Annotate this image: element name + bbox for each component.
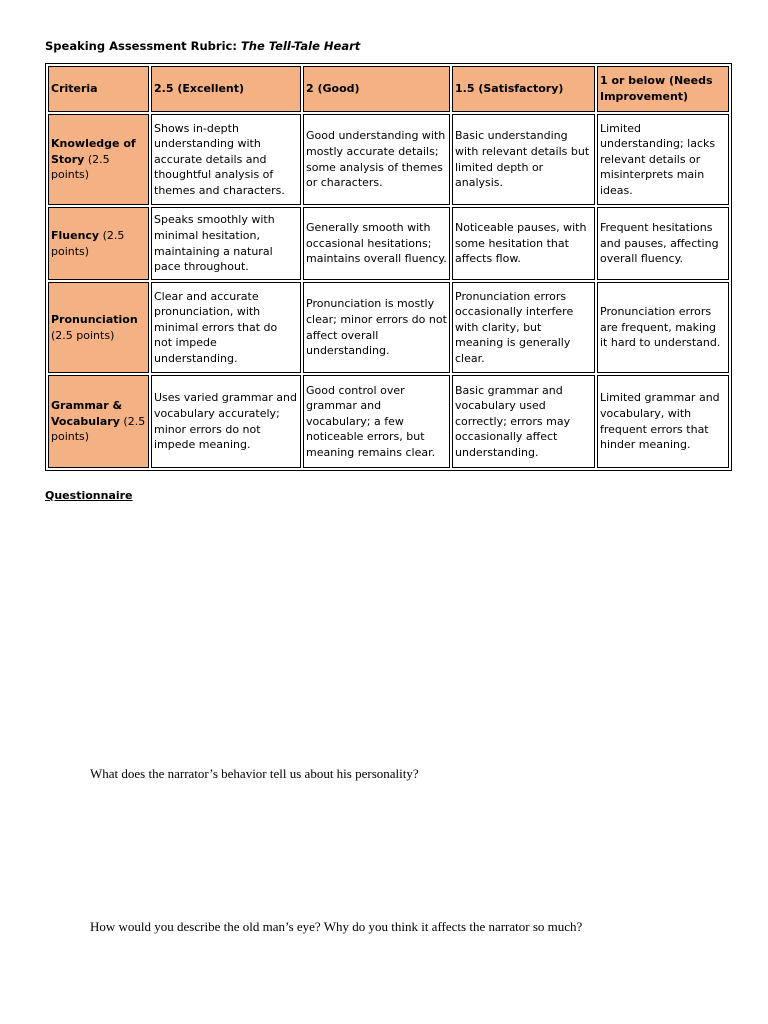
- criterion-name: Grammar & Vocabulary: [51, 399, 123, 428]
- question-2: How would you describe the old man’s eye? Why do you think it affects the narrator so much?: [90, 919, 583, 934]
- rubric-cell: Noticeable pauses, with some hesitation that affects flow.: [452, 207, 595, 280]
- rubric-cell: Limited understanding; lacks relevant details or misinterprets main ideas.: [597, 114, 729, 205]
- rubric-cell: Good understanding with mostly accurate details; some analysis of themes or characters.: [303, 114, 450, 205]
- rubric-cell: Pronunciation is mostly clear; minor errors do not affect overall understanding.: [303, 282, 450, 373]
- rubric-header-row: [48, 66, 729, 112]
- header-excellent: 2.5 (Excellent): [151, 66, 301, 112]
- rubric-row-fluency: [48, 207, 729, 280]
- rubric-cell: Generally smooth with occasional hesitations; maintains overall fluency.: [303, 207, 450, 280]
- criterion-name: Pronunciation: [51, 312, 138, 326]
- header-satisfactory: 1.5 (Satisfactory): [452, 66, 595, 112]
- header-good: 2 (Good): [303, 66, 450, 112]
- rubric-cell: Good control over grammar and vocabulary; a few noticeable errors, but meaning remains clear.: [303, 375, 450, 468]
- rubric-cell: Frequent hesitations and pauses, affecting overall fluency.: [597, 207, 729, 280]
- header-needs-improvement: 1 or below (Needs Improvement): [597, 66, 729, 112]
- rubric-row-grammar: [48, 375, 729, 468]
- rubric-cell: Clear and accurate pronunciation, with minimal errors that do not impede understanding.: [151, 282, 301, 373]
- criterion-grammar: [48, 375, 149, 468]
- rubric-row-pronunciation: [48, 282, 729, 373]
- rubric-cell: Uses varied grammar and vocabulary accurately; minor errors do not impede meaning.: [151, 375, 301, 468]
- criterion-points: (2.5 points): [51, 414, 146, 444]
- rubric-cell: Basic understanding with relevant details but limited depth or analysis.: [452, 114, 595, 205]
- criterion-points: (2.5 points): [51, 228, 125, 258]
- rubric-cell: Basic grammar and vocabulary used correctly; errors may occasionally affect understanding.: [452, 375, 595, 468]
- criterion-name: Fluency: [51, 228, 100, 242]
- criterion-points: (2.5 points): [51, 152, 110, 182]
- rubric-cell: Speaks smoothly with minimal hesitation, maintaining a natural pace throughout.: [151, 207, 301, 280]
- header-criteria: Criteria: [48, 66, 149, 112]
- rubric-row-knowledge: [48, 114, 729, 205]
- rubric-cell: Limited grammar and vocabulary, with frequent errors that hinder meaning.: [597, 375, 729, 468]
- rubric-cell: Shows in-depth understanding with accurate details and thoughtful analysis of themes and characters.: [151, 114, 301, 205]
- rubric-cell: Pronunciation errors occasionally interfere with clarity, but meaning is generally clear.: [452, 282, 595, 373]
- rubric-cell: Pronunciation errors are frequent, making it hard to understand.: [597, 282, 729, 373]
- criterion-name: Knowledge of Story: [51, 137, 136, 166]
- criterion-knowledge: [48, 114, 149, 205]
- rubric-table-wrapper: [45, 63, 724, 466]
- criterion-pronunciation: [48, 282, 149, 373]
- criterion-points: (2.5 points): [51, 328, 115, 342]
- question-1: What does the narrator’s behavior tell us about his personality?: [90, 766, 419, 781]
- rubric-table: [45, 63, 732, 471]
- criterion-fluency: [48, 207, 149, 280]
- title-story-name: The Tell-Tale Heart: [240, 39, 361, 53]
- title-text: Speaking Assessment Rubric:: [45, 39, 241, 53]
- questionnaire-heading: Questionnaire: [45, 489, 133, 502]
- document-title: [45, 39, 360, 53]
